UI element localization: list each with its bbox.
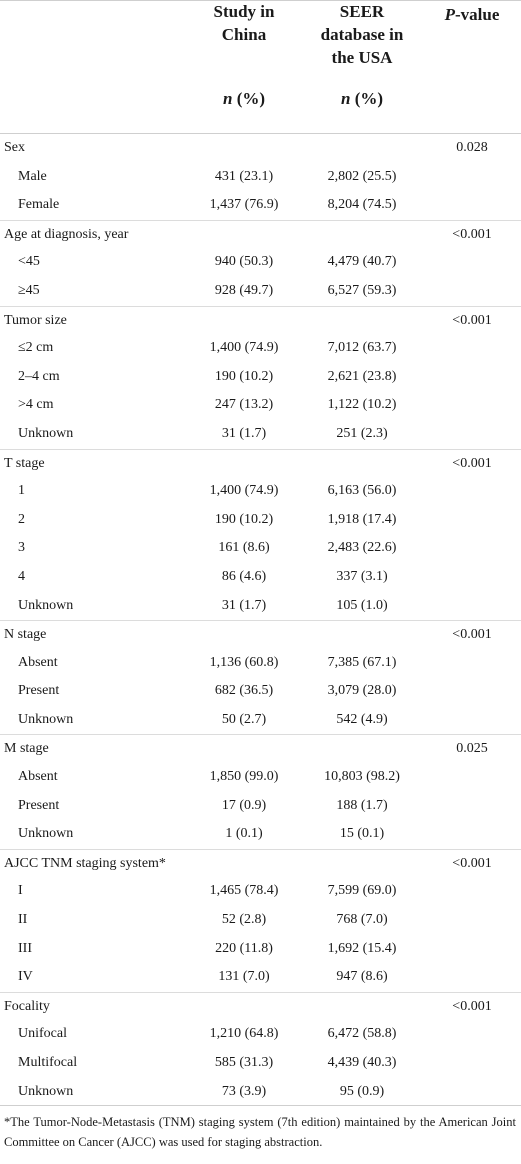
table-category-row — [0, 734, 521, 763]
row-label: Multifocal — [18, 1055, 78, 1070]
table-bottom-rule — [0, 1105, 521, 1106]
table-row — [0, 877, 521, 906]
cell-china: 161 (8.6) — [218, 540, 270, 556]
row-label: 4 — [18, 568, 25, 584]
cell-seer: 4,439 (40.3) — [327, 1055, 397, 1070]
cell-p-value: <0.001 — [452, 312, 492, 328]
unit-label-seer — [302, 87, 422, 110]
cell-china: 1,850 (99.0) — [209, 769, 279, 785]
table-row — [0, 820, 521, 849]
cell-p-value: <0.001 — [452, 226, 492, 242]
p-value-italic-p: P — [444, 5, 455, 24]
table-footnote: *The Tumor-Node-Metastasis (TNM) staging system (7th edition) maintained by the American Joint Committee on Cancer (AJCC) was used for staging abstraction. — [4, 1115, 516, 1149]
cell-seer: 7,385 (67.1) — [327, 654, 397, 670]
unit-percent: (%) — [232, 89, 266, 108]
column-header-p-value — [426, 3, 518, 26]
cell-p-value: 0.028 — [456, 140, 488, 155]
cell-china: 131 (7.0) — [218, 969, 270, 985]
row-label: 2 — [18, 511, 25, 527]
p-value-suffix: -value — [455, 5, 500, 24]
table-row — [0, 706, 521, 735]
cell-china: 1,210 (64.8) — [209, 1026, 279, 1042]
cell-seer: 2,802 (25.5) — [327, 168, 397, 184]
column-header-seer-line-2: database in — [320, 25, 404, 44]
table-category-row — [0, 220, 521, 249]
column-header-china-line-2: China — [221, 25, 267, 44]
cell-china: 1 (0.1) — [225, 826, 263, 842]
row-label: >4 cm — [18, 397, 54, 413]
unit-n: n — [222, 89, 233, 108]
row-label: Unifocal — [18, 1026, 67, 1042]
cell-china: 73 (3.9) — [221, 1083, 267, 1099]
table-category-row — [0, 620, 521, 649]
row-label: Male — [18, 168, 47, 184]
cell-seer: 2,483 (22.6) — [327, 540, 397, 556]
table-row — [0, 248, 521, 277]
cell-seer: 6,163 (56.0) — [327, 483, 397, 499]
table-row — [0, 792, 521, 821]
table-category-row — [0, 449, 521, 478]
cell-seer: 1,918 (17.4) — [327, 511, 397, 527]
cell-china: 431 (23.1) — [214, 168, 274, 184]
table-row — [0, 1078, 521, 1107]
cell-seer: 188 (1.7) — [336, 797, 388, 813]
row-label: Female — [18, 197, 60, 213]
cell-china: 1,437 (76.9) — [209, 197, 279, 213]
row-label: 2–4 cm — [18, 368, 60, 384]
table-row — [0, 963, 521, 992]
table-row — [0, 935, 521, 964]
cell-seer: 3,079 (28.0) — [327, 683, 397, 699]
row-label: Focality — [4, 998, 50, 1014]
column-header-seer-line-1: SEER — [339, 2, 385, 21]
cell-seer: 337 (3.1) — [336, 568, 388, 584]
row-label: IV — [18, 969, 33, 985]
cell-china: 52 (2.8) — [221, 912, 267, 928]
cell-china: 86 (4.6) — [221, 568, 267, 584]
row-label: Tumor size — [4, 312, 67, 328]
row-label: III — [18, 940, 32, 956]
row-label: I — [18, 883, 23, 899]
row-label: M stage — [4, 741, 49, 757]
cell-china: 220 (11.8) — [215, 940, 273, 956]
cell-p-value: <0.001 — [452, 455, 492, 471]
table-row — [0, 763, 521, 792]
column-header-china — [186, 0, 302, 46]
column-header-china-line-1: Study in — [213, 2, 275, 21]
row-label: <45 — [18, 254, 40, 270]
row-label: II — [18, 912, 28, 928]
cell-p-value: <0.001 — [452, 855, 492, 871]
cell-china: 928 (49.7) — [214, 282, 274, 298]
row-label: Unknown — [18, 826, 74, 842]
cell-p-value: 0.025 — [456, 741, 488, 757]
row-label: Absent — [18, 654, 58, 670]
unit-n: n — [340, 89, 351, 108]
row-label: ≤2 cm — [18, 340, 54, 356]
cell-seer: 7,012 (63.7) — [327, 340, 397, 356]
row-label: 1 — [18, 483, 25, 499]
table-row — [0, 534, 521, 563]
table-row — [0, 477, 521, 506]
cell-china: 17 (0.9) — [221, 797, 267, 813]
cell-p-value: <0.001 — [452, 627, 492, 643]
cell-seer: 4,479 (40.7) — [327, 254, 397, 270]
row-label: Absent — [18, 769, 58, 785]
row-label: 3 — [18, 540, 25, 556]
table-category-row — [0, 849, 521, 878]
row-label: Present — [18, 797, 60, 813]
table-row — [0, 191, 521, 220]
column-header-seer-line-3: the USA — [331, 48, 393, 67]
cell-china: 247 (13.2) — [214, 397, 274, 413]
table-body — [0, 134, 521, 1106]
cell-p-value: <0.001 — [452, 998, 492, 1014]
cell-china: 190 (10.2) — [214, 368, 274, 384]
cell-seer: 2,621 (23.8) — [327, 368, 397, 384]
cell-china: 1,136 (60.8) — [209, 654, 279, 670]
cell-seer: 542 (4.9) — [336, 711, 388, 727]
row-label: Unknown — [18, 597, 74, 613]
table-row — [0, 906, 521, 935]
row-label: N stage — [4, 627, 47, 643]
table-row — [0, 1020, 521, 1049]
row-label: AJCC TNM staging system* — [4, 855, 166, 871]
row-label: Unknown — [18, 711, 74, 727]
table-category-row — [0, 306, 521, 335]
table-row — [0, 677, 521, 706]
cell-china: 1,400 (74.9) — [209, 340, 279, 356]
cell-china: 1,400 (74.9) — [209, 483, 279, 499]
cell-china: 31 (1.7) — [221, 425, 267, 441]
cell-seer: 15 (0.1) — [339, 826, 385, 842]
cell-seer: 947 (8.6) — [336, 969, 388, 985]
unit-label-china — [186, 87, 302, 110]
table-row — [0, 649, 521, 678]
cell-china: 50 (2.7) — [221, 711, 267, 727]
table-row — [0, 277, 521, 306]
cell-seer: 105 (1.0) — [336, 597, 388, 613]
cell-seer: 768 (7.0) — [336, 912, 388, 928]
cell-seer: 6,527 (59.3) — [327, 282, 397, 298]
cell-seer: 7,599 (69.0) — [327, 883, 397, 899]
table-row — [0, 334, 521, 363]
cell-seer: 6,472 (58.8) — [327, 1026, 397, 1042]
cell-seer: 8,204 (74.5) — [327, 197, 397, 213]
table-row — [0, 363, 521, 392]
cell-seer: 95 (0.9) — [339, 1083, 385, 1099]
row-label: Unknown — [18, 1083, 74, 1099]
row-label: Unknown — [18, 425, 74, 441]
table-row — [0, 391, 521, 420]
cell-seer: 1,692 (15.4) — [327, 940, 397, 956]
row-label: Sex — [4, 140, 25, 155]
row-label: Age at diagnosis, year — [4, 226, 129, 242]
cell-seer: 10,803 (98.2) — [324, 769, 400, 785]
table-category-row — [0, 992, 521, 1021]
cell-china: 940 (50.3) — [214, 254, 274, 270]
table-category-row — [0, 134, 521, 163]
unit-percent: (%) — [350, 89, 384, 108]
column-header-seer — [302, 0, 422, 69]
table-row — [0, 563, 521, 592]
row-label: ≥45 — [18, 282, 40, 298]
table-row — [0, 1049, 521, 1078]
table-row — [0, 592, 521, 621]
cell-china: 682 (36.5) — [214, 683, 274, 699]
cell-china: 31 (1.7) — [221, 597, 267, 613]
row-label: Present — [18, 683, 60, 699]
cell-seer: 1,122 (10.2) — [327, 397, 397, 413]
cell-china: 585 (31.3) — [214, 1055, 274, 1070]
table-row — [0, 163, 521, 192]
cell-china: 1,465 (78.4) — [209, 883, 279, 899]
table-row — [0, 506, 521, 535]
row-label: T stage — [4, 455, 45, 471]
cell-seer: 251 (2.3) — [336, 425, 388, 441]
cell-china: 190 (10.2) — [214, 511, 274, 527]
table-row — [0, 420, 521, 449]
